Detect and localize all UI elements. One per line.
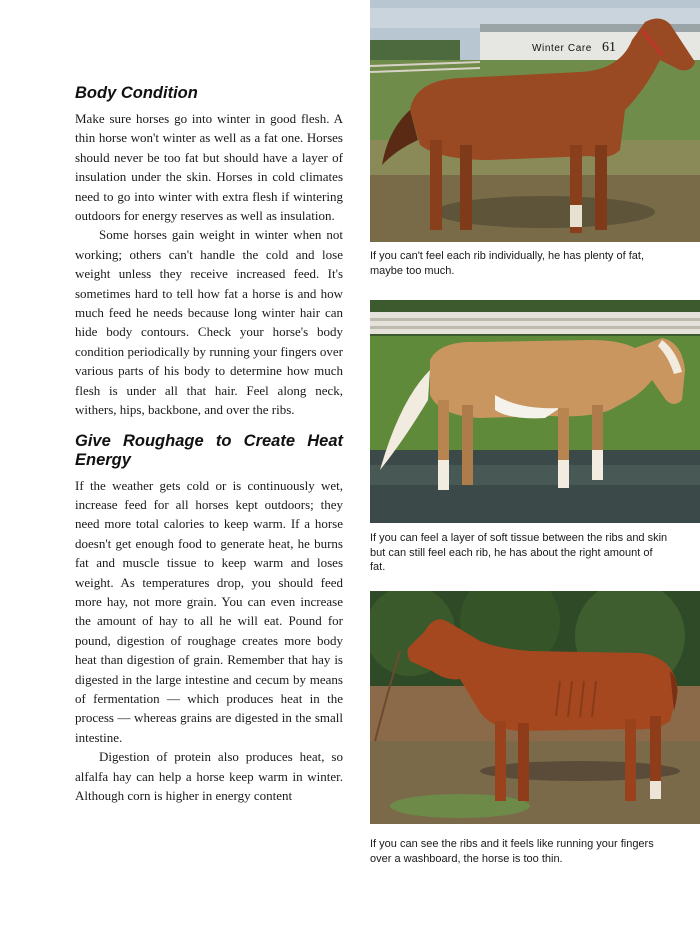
photo-right-weight-horse (370, 300, 700, 523)
article-body (75, 84, 343, 805)
paragraph: Digestion of protein also produces heat, so alfalfa hay can help a horse keep warm in winter. Although corn is higher in energy content (75, 749, 343, 803)
section-heading-roughage: Give Roughage to Create Heat Energy (75, 431, 343, 469)
figure-caption: If you can feel a layer of soft tissue between the ribs and skin but can still feel each rib, he has about the right amount of fat. (370, 532, 668, 573)
running-head (532, 40, 616, 56)
section-heading-body-condition: Body Condition (75, 84, 198, 102)
photo-thin-horse (370, 591, 700, 824)
figure-caption: If you can't feel each rib individually, he has plenty of fat, maybe too much. (370, 250, 645, 277)
photo-fat-horse (370, 0, 700, 242)
paragraph: If the weather gets cold or is continuously wet, increase feed for all horses kept outdoors; they need more total calories to keep warm. If a horse doesn't get enough food to generate heat, he burns fat and muscle tissue to keep warm and loses weight. As temperatures drop, you should feed more hay, not more grain. You can even increase the amount of hay to all he will eat. Pound for pound, digestion of roughage creates more body heat than digestion of grain. Remember that hay is digested in the large intestine and cecum by means of fermentation — which produces heat in the process — whereas grains are digested in the small intestine. (75, 477, 343, 745)
paragraph: Make sure horses go into winter in good flesh. A thin horse won't winter as well as a fat one. Horses should never be too fat but should have a layer of insulation under the skin. Horses in cold climates need to go into winter with extra flesh if wintering outdoors for energy reserves as well as insulation. (75, 111, 343, 224)
paragraph: Some horses gain weight in winter when not working; others can't handle the cold and lose weight unless they receive increased feed. It's sometimes hard to tell how fat a horse is and how much feed he needs because long winter hair can hide body contours. Check your horse's body condition periodically by running your fingers over various parts of his body to determine how much flesh is under all that hair. Feel along neck, withers, hips, backbone, and over the ribs. (75, 227, 343, 418)
figure-caption: If you can see the ribs and it feels like running your fingers over a washboard, the horse is too thin. (370, 838, 654, 865)
running-head-section: Winter Care (532, 43, 592, 54)
page-number: 61 (601, 40, 616, 55)
